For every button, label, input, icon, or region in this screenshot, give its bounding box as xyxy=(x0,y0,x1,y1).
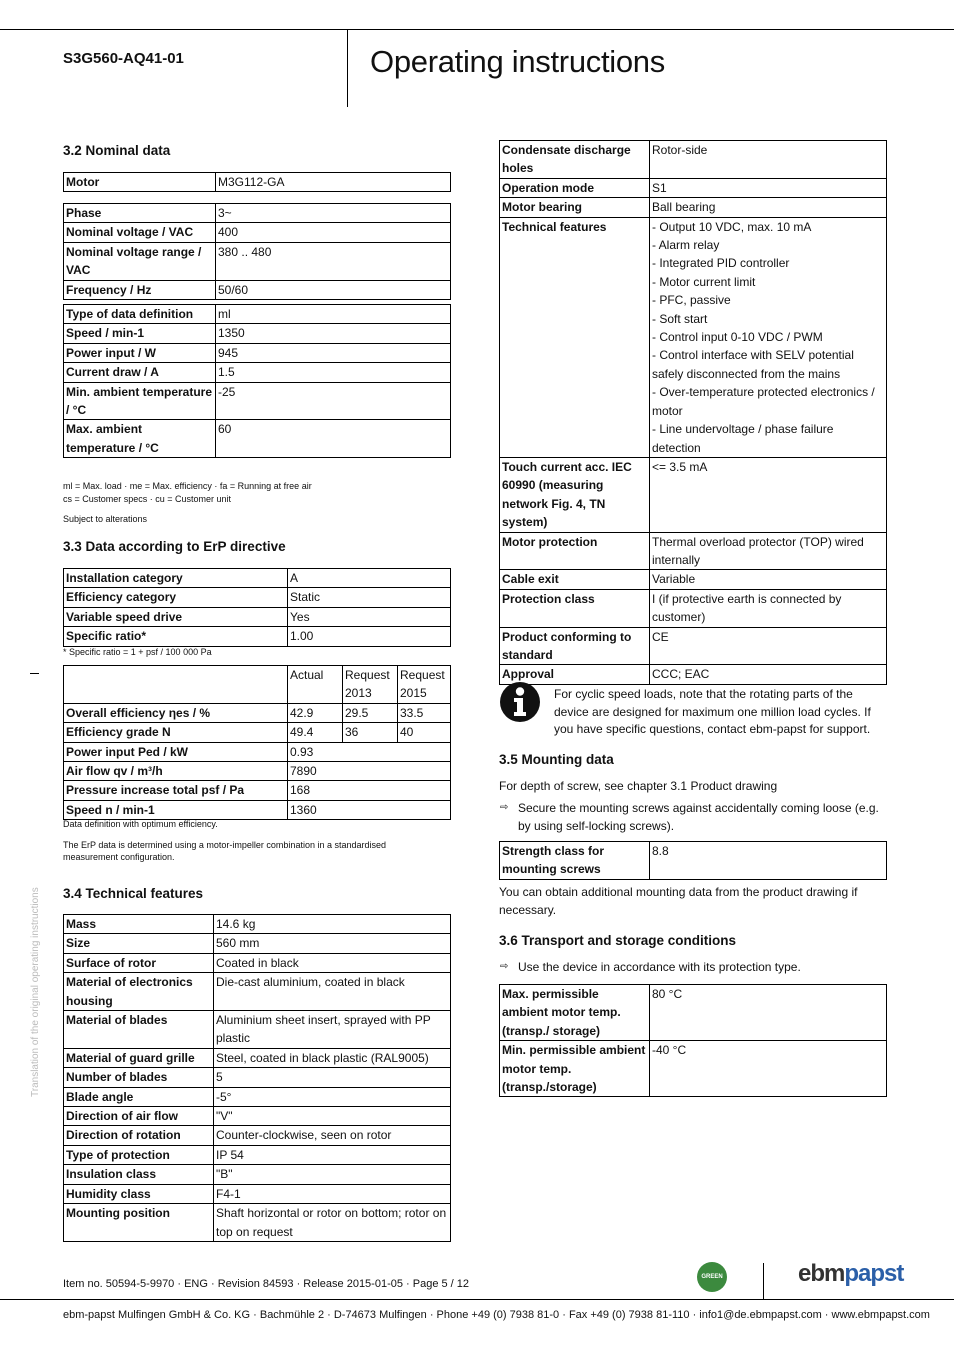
table-row xyxy=(64,1145,451,1164)
note-abbrev-2: cs = Customer specs · cu = Customer unit xyxy=(63,494,232,504)
table-row xyxy=(64,280,451,299)
value-eff-2015: 33.5 xyxy=(398,703,451,722)
table-row xyxy=(500,217,887,457)
row-label: Cable exit xyxy=(500,570,650,589)
table-row xyxy=(64,1107,451,1126)
row-value: S1 xyxy=(650,178,887,197)
table-row xyxy=(64,382,451,420)
value-grade-2015: 40 xyxy=(398,723,451,742)
ebmpapst-logo xyxy=(798,1260,903,1288)
row-label: Surface of rotor xyxy=(64,953,214,972)
table-row xyxy=(64,1184,451,1203)
row-value: 14.6 kg xyxy=(214,915,451,934)
row-value: 1.5 xyxy=(216,363,451,382)
row-value: Static xyxy=(288,588,451,607)
table-row xyxy=(64,953,451,972)
mounting-bullet: Secure the mounting screws against accidentally coming loose (e.g. by using self-locking screws). xyxy=(518,801,879,833)
logo-part-papst: papst xyxy=(844,1260,904,1287)
row-value: Aluminium sheet insert, sprayed with PP plastic xyxy=(214,1011,451,1049)
header-top-rule xyxy=(0,29,954,30)
row-label: Phase xyxy=(64,204,216,223)
info-cyclic-loads: For cyclic speed loads, note that the rotating parts of the device are designed for maximum one million load cycles. If you have specific questions, contact ebm-papst for support. xyxy=(554,687,871,736)
row-label: Approval xyxy=(500,665,650,684)
table-erp xyxy=(63,568,451,647)
row-value: CE xyxy=(650,627,887,665)
table-row xyxy=(64,173,451,192)
row-label: Technical features xyxy=(500,217,650,457)
row-value: Thermal overload protector (TOP) wired internally xyxy=(650,532,887,570)
table-row xyxy=(64,934,451,953)
row-label: Size xyxy=(64,934,214,953)
transport-bullet: Use the device in accordance with its protection type. xyxy=(518,960,801,974)
label-overall-efficiency: Overall efficiency ηes / % xyxy=(64,703,288,722)
info-icon xyxy=(499,681,541,723)
row-label: Number of blades xyxy=(64,1068,214,1087)
table-row xyxy=(64,242,451,280)
row-label: Motor protection xyxy=(500,532,650,570)
row-label: Mounting position xyxy=(64,1204,214,1242)
value-power-input: 0.93 xyxy=(288,742,451,761)
logo-part-ebm: ebm xyxy=(798,1260,845,1287)
row-value: Counter-clockwise, seen on rotor xyxy=(214,1126,451,1145)
heading-erp: 3.3 Data according to ErP directive xyxy=(63,539,286,554)
table-row xyxy=(500,842,887,880)
row-label: Direction of air flow xyxy=(64,1107,214,1126)
row-value: Die-cast aluminium, coated in black xyxy=(214,973,451,1011)
heading-mounting-data: 3.5 Mounting data xyxy=(499,752,614,767)
row-value: <= 3.5 mA xyxy=(650,457,887,532)
table-row xyxy=(64,324,451,343)
row-value: Steel, coated in black plastic (RAL9005) xyxy=(214,1048,451,1067)
table-row xyxy=(64,1011,451,1049)
row-label: Material of electronics housing xyxy=(64,973,214,1011)
footer-logo-divider xyxy=(763,1263,764,1299)
row-value: Rotor-side xyxy=(650,141,887,179)
heading-nominal-data: 3.2 Nominal data xyxy=(63,143,171,158)
row-label: Min. ambient temperature / °C xyxy=(64,382,216,420)
table-row xyxy=(64,223,451,242)
bullet-arrow-icon: ⇨ xyxy=(500,802,509,813)
table-row xyxy=(500,570,887,589)
table-row xyxy=(500,178,887,197)
row-label: Motor xyxy=(64,173,216,192)
mounting-additional-text: You can obtain additional mounting data from the product drawing if necessary. xyxy=(499,885,858,917)
table-row xyxy=(500,665,887,684)
row-label: Insulation class xyxy=(64,1165,214,1184)
table-row xyxy=(64,1165,451,1184)
row-value: 8.8 xyxy=(650,842,887,880)
row-label: Strength class for mounting screws xyxy=(500,842,650,880)
row-value: Coated in black xyxy=(214,953,451,972)
row-value: Ball bearing xyxy=(650,198,887,217)
side-translation-note: Translation of the original operating instructions xyxy=(30,887,41,1097)
table-row xyxy=(500,141,887,179)
footer-company-info: ebm-papst Mulfingen GmbH & Co. KG · Bachmühle 2 · D-74673 Mulfingen · Phone +49 (0) 7938 81-0 · Fax +49 (0) 7938 81-110 · info1@de.ebmpapst.com · www.ebmpapst.com xyxy=(63,1309,930,1321)
header-divider xyxy=(347,29,348,107)
note-specific-ratio: * Specific ratio = 1 + psf / 100 000 Pa xyxy=(63,647,212,657)
label-pressure-increase: Pressure increase total psf / Pa xyxy=(64,781,288,800)
row-value: - Output 10 VDC, max. 10 mA - Alarm relay - Integrated PID controller - Motor current limit - PFC, passive - Soft start - Control input 0-10 VDC / PWM - Control interface with SELV potential safely disconnected from the mains - Over-temperature protected electronics / motor - Line undervoltage / phase failure detection xyxy=(650,217,887,457)
row-label: Min. permissible ambient motor temp. (transp./storage) xyxy=(500,1041,650,1097)
row-value: I (if protective earth is connected by customer) xyxy=(650,589,887,627)
row-label: Type of data definition xyxy=(64,305,216,324)
row-value: Yes xyxy=(288,607,451,626)
row-value: -40 °C xyxy=(650,1041,887,1097)
table-strength-class xyxy=(499,841,887,880)
label-efficiency-grade: Efficiency grade N xyxy=(64,723,288,742)
table-row xyxy=(64,1204,451,1242)
table-row xyxy=(64,204,451,223)
footer-item-info: Item no. 50594-5-9970 · ENG · Revision 84593 · Release 2015-01-05 · Page 5 / 12 xyxy=(63,1278,470,1290)
value-eff-2013: 29.5 xyxy=(343,703,398,722)
row-value: F4-1 xyxy=(214,1184,451,1203)
row-label: Installation category xyxy=(64,569,288,588)
row-value: Shaft horizontal or rotor on bottom; rotor on top on request xyxy=(214,1204,451,1242)
table-corner xyxy=(64,666,288,704)
row-value: A xyxy=(288,569,451,588)
table-row xyxy=(64,305,451,324)
row-label: Protection class xyxy=(500,589,650,627)
heading-transport-storage: 3.6 Transport and storage conditions xyxy=(499,933,737,948)
row-label: Current draw / A xyxy=(64,363,216,382)
row-value: 945 xyxy=(216,343,451,362)
table-row xyxy=(64,363,451,382)
table-performance xyxy=(63,304,451,458)
table-row xyxy=(64,1087,451,1106)
value-grade-2013: 36 xyxy=(343,723,398,742)
table-row xyxy=(64,569,451,588)
table-row xyxy=(64,1126,451,1145)
row-label: Max. permissible ambient motor temp. (transp./ storage) xyxy=(500,985,650,1041)
table-row xyxy=(500,627,887,665)
row-value: CCC; EAC xyxy=(650,665,887,684)
row-label: Direction of rotation xyxy=(64,1126,214,1145)
row-value: "V" xyxy=(214,1107,451,1126)
table-row xyxy=(64,343,451,362)
footer-rule xyxy=(0,1299,954,1300)
table-row xyxy=(500,589,887,627)
col-actual: Actual xyxy=(288,666,343,704)
note-erp-determination: The ErP data is determined using a motor-impeller combination in a standardised measurement configuration. xyxy=(63,840,387,862)
heading-technical-features: 3.4 Technical features xyxy=(63,886,204,901)
row-value: Variable xyxy=(650,570,887,589)
row-value: 1.00 xyxy=(288,627,451,646)
table-row xyxy=(64,915,451,934)
row-value: IP 54 xyxy=(214,1145,451,1164)
label-power-input: Power input Ped / kW xyxy=(64,742,288,761)
table-row xyxy=(64,607,451,626)
table-row xyxy=(64,588,451,607)
row-value: 1350 xyxy=(216,324,451,343)
value-eff-actual: 42.9 xyxy=(288,703,343,722)
row-label: Frequency / Hz xyxy=(64,280,216,299)
value-speed: 1360 xyxy=(288,800,451,819)
row-value: 3~ xyxy=(216,204,451,223)
row-value: 560 mm xyxy=(214,934,451,953)
row-label: Operation mode xyxy=(500,178,650,197)
row-label: Blade angle xyxy=(64,1087,214,1106)
value-grade-actual: 49.4 xyxy=(288,723,343,742)
col-request-2013: Request 2013 xyxy=(343,666,398,704)
table-transport-temps xyxy=(499,984,887,1097)
table-row xyxy=(500,198,887,217)
row-label: Touch current acc. IEC 60990 (measuring network Fig. 4, TN system) xyxy=(500,457,650,532)
table-row xyxy=(500,1041,887,1097)
row-value: 50/60 xyxy=(216,280,451,299)
table-electrical xyxy=(63,203,451,300)
row-label: Efficiency category xyxy=(64,588,288,607)
table-erp-efficiency xyxy=(63,665,451,820)
row-label: Motor bearing xyxy=(500,198,650,217)
table-row xyxy=(500,532,887,570)
row-label: Variable speed drive xyxy=(64,607,288,626)
table-row xyxy=(64,973,451,1011)
value-pressure-increase: 168 xyxy=(288,781,451,800)
row-label: Mass xyxy=(64,915,214,934)
table-row xyxy=(64,1048,451,1067)
row-label: Max. ambient temperature / °C xyxy=(64,420,216,458)
row-label: Condensate discharge holes xyxy=(500,141,650,179)
row-value: 5 xyxy=(214,1068,451,1087)
row-label: Material of blades xyxy=(64,1011,214,1049)
bullet-arrow-icon: ⇨ xyxy=(500,961,509,972)
row-label: Material of guard grille xyxy=(64,1048,214,1067)
value-air-flow: 7890 xyxy=(288,762,451,781)
row-label: Speed / min-1 xyxy=(64,324,216,343)
table-motor xyxy=(63,172,451,192)
table-row xyxy=(64,420,451,458)
col-request-2015: Request 2015 xyxy=(398,666,451,704)
row-label: Specific ratio* xyxy=(64,627,288,646)
label-speed: Speed n / min-1 xyxy=(64,800,288,819)
note-optimum: Data definition with optimum efficiency. xyxy=(63,819,218,829)
table-technical-features xyxy=(63,914,451,1242)
row-value: 400 xyxy=(216,223,451,242)
note-abbrev-1: ml = Max. load · me = Max. efficiency · fa = Running at free air xyxy=(63,481,312,491)
label-air-flow: Air flow qv / m³/h xyxy=(64,762,288,781)
row-value: -25 xyxy=(216,382,451,420)
margin-mark xyxy=(30,673,39,674)
row-value: M3G112-GA xyxy=(216,173,451,192)
row-label: Product conforming to standard xyxy=(500,627,650,665)
row-value: -5° xyxy=(214,1087,451,1106)
row-label: Type of protection xyxy=(64,1145,214,1164)
model-number: S3G560-AQ41-01 xyxy=(63,50,184,67)
mounting-depth-text: For depth of screw, see chapter 3.1 Product drawing xyxy=(499,779,778,793)
page-title: Operating instructions xyxy=(370,44,665,79)
table-row xyxy=(500,985,887,1041)
row-value: 60 xyxy=(216,420,451,458)
table-row xyxy=(500,457,887,532)
note-alterations: Subject to alterations xyxy=(63,514,148,524)
row-label: Humidity class xyxy=(64,1184,214,1203)
table-row xyxy=(64,1068,451,1087)
row-value: ml xyxy=(216,305,451,324)
row-label: Nominal voltage / VAC xyxy=(64,223,216,242)
table-row xyxy=(64,627,451,646)
table-motor-details xyxy=(499,140,887,685)
row-label: Nominal voltage range / VAC xyxy=(64,242,216,280)
row-value: 80 °C xyxy=(650,985,887,1041)
row-value: 380 .. 480 xyxy=(216,242,451,280)
row-label: Power input / W xyxy=(64,343,216,362)
greentech-badge: GREEN TECH xyxy=(697,1262,727,1292)
row-value: "B" xyxy=(214,1165,451,1184)
